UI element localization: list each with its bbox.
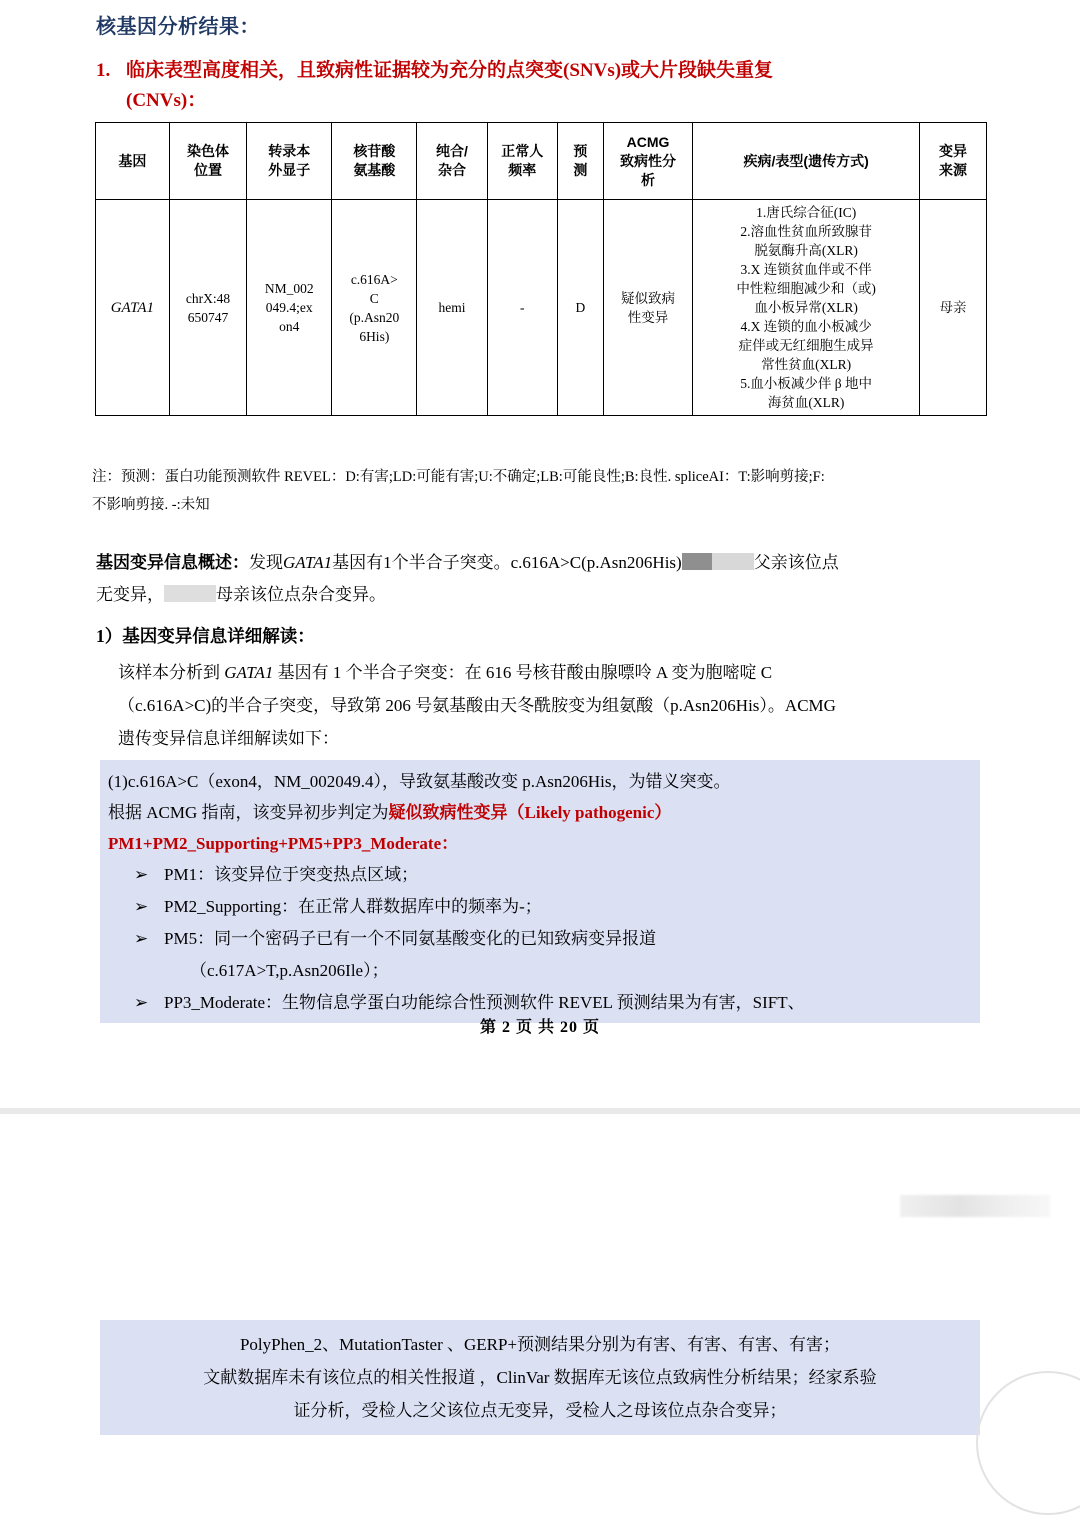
acmg-line2 [108,797,976,828]
detail-paragraph [118,656,986,755]
page-footer: 第 2 页 共 20 页 [479,1019,600,1036]
col-disease: 疾病/表型(遗传方式) [693,123,920,200]
table-note-line1: 注：预测：蛋白功能预测软件 REVEL：D:有害;LD:可能有害;U:不确定;LB:可能良性;B:良性. spliceAI：T:影响剪接;F: [92,469,825,485]
redaction-block-2 [164,585,216,602]
page-title: 核基因分析结果： [96,16,260,38]
col-acmg: ACMG 致病性分 析 [603,123,693,200]
bottom-line2: 文献数据库未有该位点的相关性报道 ，ClinVar 数据库无该位点致病性分析结果；经家系验 [203,1368,877,1387]
col-zygosity: 纯合/ 杂合 [417,123,487,200]
acmg-rule-combination: PM1+PM2_Supporting+PM5+PP3_Moderate： [108,834,459,853]
acmg-line1: (1)c.616A>C（exon4，NM_002049.4），导致氨基酸改变 p.Asn206His，为错义突变。 [108,772,731,791]
variant-table [95,122,987,416]
cell-disease-list: 1.唐氏综合征(IC) 2.溶血性贫血所致腺苷 脱氨酶升高(XLR) 3.X 连锁贫血伴或不伴 中性粒细胞减少和（或) 血小板异常(XLR) 4.X 连锁的血小板减少 症伴或无红细胞生成异 常性贫血(XLR) 5.血小板减少伴 β 地中 海贫血(XLR) [693,200,920,416]
col-pop-freq: 正常人 频率 [487,123,557,200]
cell-origin: 母亲 [919,200,986,416]
bottom-line3: 证分析，受检人之父该位点无变异，受检人之母该位点杂合变异； [293,1401,787,1420]
acmg-evidence-pm1: PM1：该变异位于突变热点区域； [164,865,419,884]
section-1-number: 1. [96,60,111,81]
section-1-line1: 临床表型高度相关，且致病性证据较为充分的点突变(SNVs)或大片段缺失重复 [126,60,774,81]
arrow-bullet-icon: ➢ [134,897,149,916]
bottom-line1: PolyPhen_2、MutationTaster 、GERP+预测结果分别为有害、有害、有害、有害； [239,1335,841,1354]
section-1-line2: (CNVs)： [126,90,207,111]
table-note-line2: 不影响剪接. -:未知 [92,497,210,513]
cell-zygosity: hemi [417,200,487,416]
arrow-bullet-icon: ➢ [134,865,149,884]
variant-summary-text-c: 父亲该位点 [753,553,839,572]
col-nucleotide-aa: 核苷酸 氨基酸 [332,123,417,200]
acmg-highlight-block [100,760,980,1023]
detail-para-line1-b: 基因有 1 个半合子突变：在 616 号核苷酸由腺嘌呤 A 变为胞嘧啶 C [273,663,773,682]
list-item [108,923,976,987]
variant-summary-text-e: 母亲该位点杂合变异。 [216,585,386,604]
col-prediction: 预 测 [558,123,604,200]
list-item [108,891,976,923]
acmg-evidence-pp3: PP3_Moderate：生物信息学蛋白功能综合性预测软件 REVEL 预测结果为有害，SIFT、 [164,993,805,1012]
acmg-evidence-list [108,859,976,1019]
arrow-bullet-icon: ➢ [134,929,149,948]
cell-transcript-exon: NM_002 049.4;ex on4 [247,200,332,416]
col-chrom-pos: 染色体 位置 [169,123,246,200]
detail-para-line2: （c.616A>C)的半合子突变，导致第 206 号氨基酸由天冬酰胺变为组氨酸（p.Asn206His）。ACMG [118,696,836,715]
table-row [96,200,987,416]
col-transcript-exon: 转录本 外显子 [247,123,332,200]
col-gene: 基因 [96,123,170,200]
variant-summary [96,547,986,611]
redaction-block-1 [682,553,754,570]
acmg-line2-pre: 根据 ACMG 指南，该变异初步判定为 [108,803,389,822]
acmg-evidence-pm5: PM5：同一个密码子已有一个不同氨基酸变化的已知致病变异报道 [164,929,657,948]
list-item [108,859,976,891]
acmg-highlight-block-continued [100,1320,980,1435]
acmg-evidence-pm2: PM2_Supporting：在正常人群数据库中的频率为-； [164,897,542,916]
table-note [92,463,988,519]
variant-summary-label: 基因变异信息概述： [96,553,249,572]
detail-heading: 1）基因变异信息详细解读： [96,626,315,646]
cell-nucleotide-aa: c.616A> C (p.Asn20 6His) [332,200,417,416]
cell-acmg: 疑似致病 性变异 [603,200,693,416]
cell-gene: GATA1 [96,200,170,416]
detail-para-gene: GATA1 [224,663,274,682]
col-origin: 变异 来源 [919,123,986,200]
variant-summary-text-b: 基因有1个半合子突变。c.616A>C(p.Asn206His) [332,553,682,572]
cell-prediction: D [558,200,604,416]
cell-chrom-pos: chrX:48 650747 [169,200,246,416]
arrow-bullet-icon: ➢ [134,993,149,1012]
table-header-row [96,123,987,200]
redaction-block-3 [900,1195,1050,1217]
acmg-classification: 疑似致病性变异（Likely pathogenic） [388,803,672,822]
cell-pop-freq: - [487,200,557,416]
acmg-evidence-pm5-sub: （c.617A>T,p.Asn206Ile）； [190,961,389,980]
variant-summary-text-d: 无变异， [96,585,164,604]
variant-summary-text-a: 发现 [249,553,283,572]
variant-summary-gene: GATA1 [283,553,333,572]
detail-para-line1-a: 该样本分析到 [118,663,225,682]
detail-para-line3: 遗传变异信息详细解读如下： [118,729,339,748]
section-1-heading [96,56,986,116]
